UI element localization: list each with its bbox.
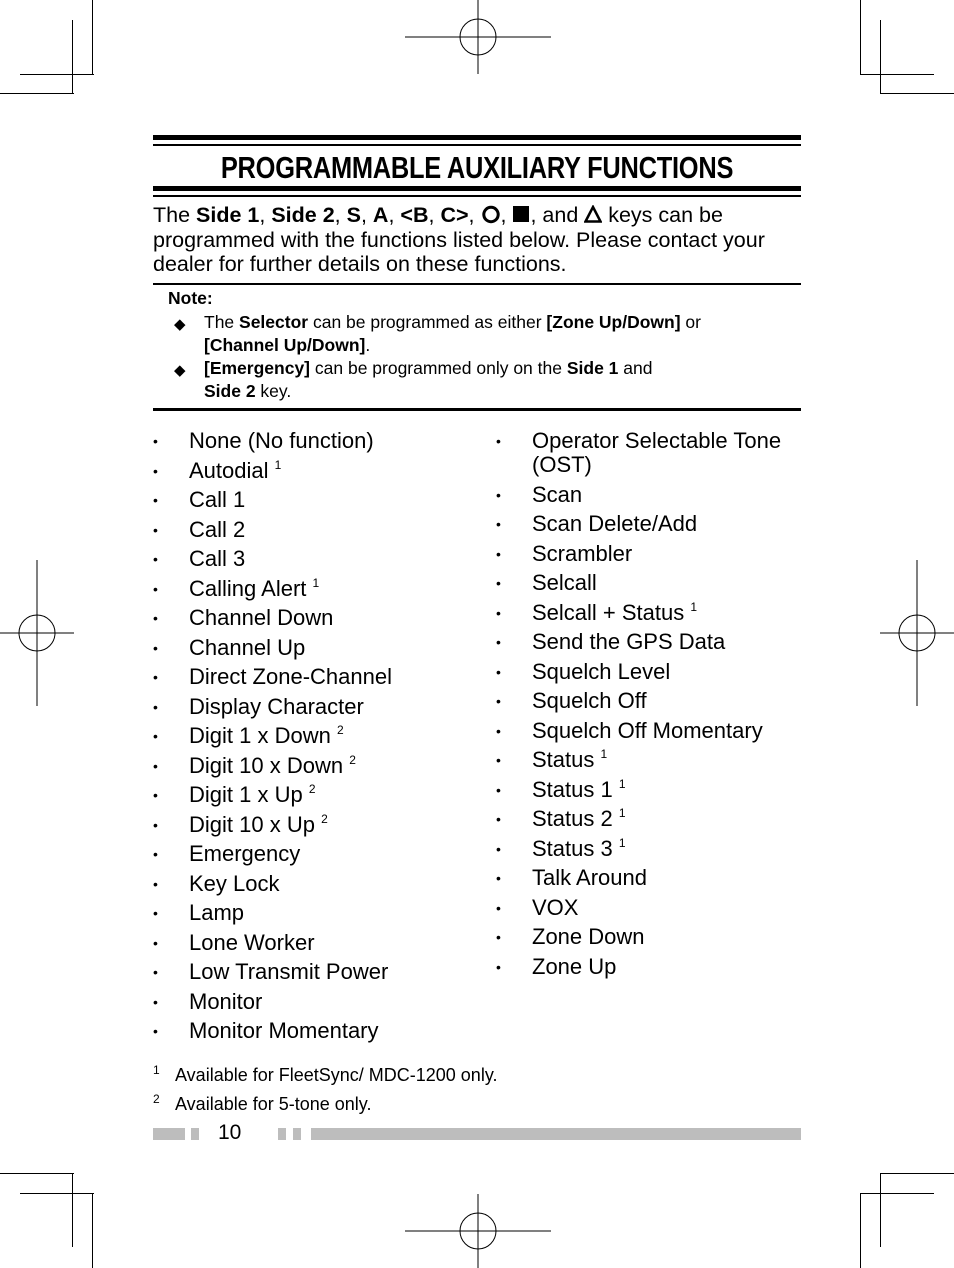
function-label: Status 2 [532,806,613,831]
footnote-ref: 1 [618,835,626,850]
function-list-item [496,955,806,979]
function-label: Low Transmit Power [189,959,389,984]
bullet-dot-icon: • [496,516,501,532]
bullet-dot-icon: • [153,728,158,744]
footnote-2: 2 Available for 5-tone only. [153,1092,372,1114]
function-list-item [496,925,806,949]
function-list-item [153,724,473,748]
footnote-ref: 2 [349,752,356,767]
bullet-dot-icon: • [496,575,501,591]
function-list-item [496,778,806,802]
function-list-item [153,636,473,660]
function-list-item [153,606,473,630]
function-label: Selcall + Status [532,599,685,625]
function-label: Squelch Off Momentary [532,717,763,743]
page-number: 10 [218,1121,242,1144]
function-label: Status 1 [532,776,613,802]
footnote-ref: 1 [618,776,626,791]
key-side2: Side 2 [271,203,335,227]
key-c: C> [440,203,469,227]
registration-mark-icon [0,560,74,706]
function-list-item [153,842,473,866]
function-label: Digit 1 x Up [189,782,303,807]
bullet-dot-icon: • [496,722,501,739]
function-list-item [153,901,473,925]
function-label: Zone Down [532,924,645,949]
bullet-dot-icon: • [496,693,501,709]
bullet-dot-icon: • [153,462,158,479]
function-label: Digit 10 x Up [189,811,315,837]
key-side1: Side 1 [196,203,260,227]
function-label: Send the GPS Data [532,629,726,654]
footer-bar-segment [153,1128,185,1140]
title-rule-top-thick [153,135,801,140]
footer-bar-segment [191,1128,199,1140]
function-list-item [153,429,473,453]
title-rule-bottom-thick [153,186,801,191]
function-list-item [496,601,806,625]
bullet-dot-icon: • [496,781,501,798]
function-list-item [496,689,806,713]
triangle-key-icon [584,205,602,224]
function-label: Channel Up [189,634,306,660]
bullet-dot-icon: • [153,521,158,538]
bullet-dot-icon: • [496,433,501,449]
function-label: Selcall [532,570,597,595]
bullet-dot-icon: • [153,1023,158,1039]
bullet-dot-icon: • [153,875,158,892]
bullet-dot-icon: • [153,580,158,597]
function-list-item [153,665,473,689]
function-list-item [496,837,806,861]
bullet-dot-icon: • [153,551,158,567]
function-list-item [153,1019,473,1043]
note-box [168,287,798,403]
function-list-item [153,547,473,571]
diamond-bullet-icon: ◆ [174,362,186,379]
function-list-item [496,429,806,477]
bullet-dot-icon: • [153,905,158,921]
function-list-item [496,512,806,536]
note-item-selector: ◆ The Selector can be programmed as either [Zone Up/Down] or [Channel Up/Down]. [174,312,701,355]
function-label: Squelch Level [532,658,671,684]
function-label: Monitor Momentary [189,1018,379,1043]
bullet-dot-icon: • [496,929,501,945]
bullet-dot-icon: • [496,870,501,886]
function-label: Zone Up [532,953,617,979]
bullet-dot-icon: • [496,840,501,857]
bullet-dot-icon: • [496,545,501,562]
bullet-dot-icon: • [496,663,501,680]
function-label: Call 2 [189,516,246,542]
footnote-ref: 1 [312,575,320,590]
function-list-item [496,866,806,890]
function-label: Direct Zone-Channel [189,664,392,689]
function-label: Calling Alert [189,575,307,601]
footnote-ref: 2 [321,811,328,826]
registration-mark-icon [405,1194,551,1268]
bullet-dot-icon: • [153,846,158,862]
bullet-dot-icon: • [153,433,158,449]
function-label: Status [532,747,595,772]
function-label: Talk Around [532,865,647,890]
function-list-item [496,748,806,772]
function-label: Digit 10 x Down [189,752,344,778]
diamond-bullet-icon: ◆ [174,316,186,333]
function-label: Status 3 [532,835,613,861]
note-label: Note: [168,288,213,308]
function-list-item [153,783,473,807]
function-label: Lamp [189,900,245,925]
footnote-1: 1 Available for FleetSync/ MDC-1200 only. [153,1063,498,1085]
bullet-dot-icon: • [153,610,158,626]
function-list-item [496,660,806,684]
footnote-ref: 2 [336,723,344,737]
registration-mark-icon [405,0,551,74]
function-label: Squelch Off [532,688,647,713]
function-label: Autodial [189,457,269,483]
function-label: Operator Selectable Tone (OST) [532,428,782,477]
intro-paragraph: The Side 1, Side 2, S, A, <B, C>, , , and keys can be programmed with the functions listed below. Please contact your dealer for further details on these functions. [153,203,765,276]
bullet-dot-icon: • [153,492,158,508]
bullet-dot-icon: • [496,634,501,650]
bullet-dot-icon: • [153,787,158,803]
title-rule-bottom-thin [153,195,801,197]
bullet-dot-icon: • [153,993,158,1010]
bullet-dot-icon: • [496,486,501,503]
note-item-emergency: ◆ [Emergency] can be programmed only on the Side 1 and Side 2 key. [174,358,653,401]
function-label: Digit 1 x Down [189,723,331,748]
function-label: Channel Down [189,605,334,630]
footer-bar-segment [278,1128,286,1140]
function-label: Call 3 [189,546,246,571]
bullet-dot-icon: • [496,899,501,916]
function-list-right [496,429,806,984]
bullet-dot-icon: • [496,958,501,975]
function-label: Scan Delete/Add [532,511,698,536]
function-list-item [153,577,473,601]
function-list-item [153,754,473,778]
note-rule-top [153,283,801,285]
key-s: S [346,203,361,227]
function-list-left [153,429,473,1049]
function-list-item [153,813,473,837]
function-list-item [153,695,473,719]
footnote-ref: 2 [308,782,316,796]
function-label: Call 1 [189,487,246,512]
function-label: None (No function) [189,428,374,453]
bullet-dot-icon: • [153,639,158,656]
footnote-ref: 1 [690,599,698,614]
function-label: Key Lock [189,870,280,896]
bullet-dot-icon: • [496,811,501,827]
bullet-dot-icon: • [153,816,158,833]
function-label: Lone Worker [189,929,315,955]
registration-mark-icon [880,560,954,706]
bullet-dot-icon: • [153,698,158,715]
function-list-item [496,807,806,831]
function-label: Monitor [189,988,263,1014]
function-list-item [153,931,473,955]
function-label: VOX [532,894,579,920]
function-list-item [153,872,473,896]
function-list-item [153,960,473,984]
key-b: <B [400,203,429,227]
function-list-item [496,896,806,920]
function-list-item [153,488,473,512]
note-rule-bottom [153,408,801,411]
bullet-dot-icon: • [496,604,501,621]
title-rule-top-thin [153,144,801,146]
page-title: PROGRAMMABLE AUXILIARY FUNCTIONS [220,150,734,185]
footer-bar-segment [293,1128,301,1140]
bullet-dot-icon: • [153,757,158,774]
function-list-item [496,630,806,654]
function-list-item [153,990,473,1014]
function-list-item [496,483,806,507]
function-list-item [153,518,473,542]
bullet-dot-icon: • [153,934,158,951]
square-key-icon [512,205,530,224]
function-list-item [153,459,473,483]
footnote-ref: 1 [600,747,608,761]
bullet-dot-icon: • [153,669,158,685]
function-list-item [496,542,806,566]
key-a: A [372,203,389,227]
bullet-dot-icon: • [496,752,501,768]
function-label: Display Character [189,693,364,719]
function-label: Scan [532,481,583,507]
footer-bar-segment [311,1128,801,1140]
footnote-ref: 1 [618,806,626,820]
function-label: Scrambler [532,540,633,566]
bullet-dot-icon: • [153,964,158,980]
function-list-item [496,719,806,743]
footnote-ref: 1 [274,457,282,472]
function-list-item [496,571,806,595]
function-label: Emergency [189,841,301,866]
circle-key-icon [481,205,501,224]
